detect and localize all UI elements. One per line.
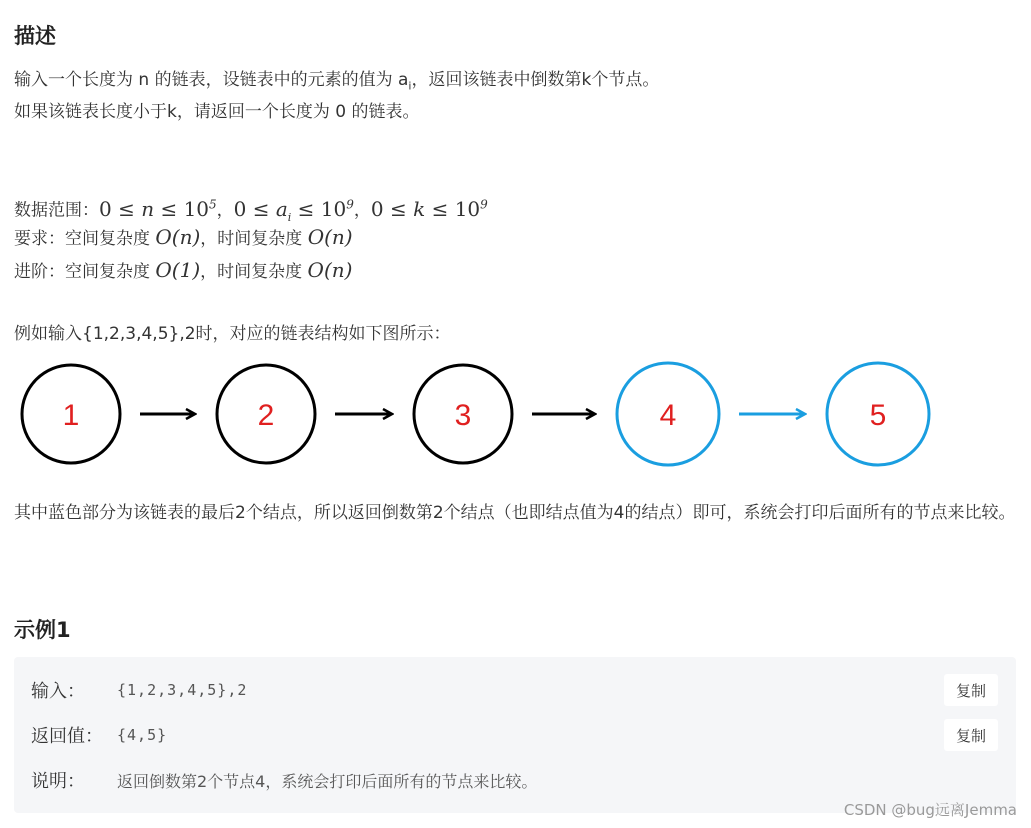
range-n-math: $0 \le n \le 10^5$: [99, 196, 217, 221]
requirement-label: 要求：空间复杂度: [14, 229, 150, 249]
data-range-label: 数据范围：: [14, 200, 99, 221]
advanced-label: 进阶：空间复杂度: [14, 262, 150, 282]
copy-input-button[interactable]: 复制: [944, 674, 998, 706]
element-subscript: i: [408, 79, 412, 93]
input-row: [31, 674, 247, 706]
list-node-label-1: 1: [62, 399, 80, 432]
advanced-space-complexity: O(1): [155, 258, 201, 282]
description-text-a: 输入一个长度为 n 的链表，设链表中的元素的值为 a: [14, 70, 409, 90]
output-row: [31, 719, 167, 751]
copy-output-button[interactable]: 复制: [944, 719, 998, 751]
output-value: {4,5}: [117, 726, 168, 744]
description-line-2: 如果该链表长度小于k，请返回一个长度为 0 的链表。: [14, 102, 420, 122]
range-a-math: $0 \le a_i \le 10^9$: [233, 196, 354, 224]
linked-list-diagram: [0, 358, 1031, 478]
list-node-label-3: 3: [454, 399, 472, 432]
section-title: 描述: [14, 24, 56, 48]
range-k-math: $0 \le k \le 10^9$: [370, 196, 488, 221]
advanced-mid: ，时间复杂度: [200, 262, 303, 282]
note-label: 说明：: [31, 771, 85, 792]
input-label: 输入：: [31, 681, 85, 702]
list-node-label-5: 5: [869, 399, 887, 432]
list-node-label-4: 4: [659, 399, 677, 432]
description-text-b: ，返回该链表中倒数第k个节点。: [411, 70, 660, 90]
requirement-line: [14, 221, 353, 255]
space-complexity: O(n): [155, 225, 201, 249]
note-value: 返回倒数第2个节点4，系统会打印后面所有的节点来比较。: [117, 771, 538, 791]
example-title: 示例1: [14, 618, 71, 642]
input-value: {1,2,3,4,5},2: [117, 681, 248, 699]
advanced-time-complexity: O(n): [307, 258, 353, 282]
data-range-line: 数据范围：$0 \le n \le 10^5$，$0 \le a_i \le 10^9$，$0 \le k \le 10^9$: [14, 196, 488, 224]
watermark: CSDN @bug远离Jemma: [843, 801, 1017, 819]
note-row: [31, 764, 537, 796]
time-complexity: O(n): [307, 225, 353, 249]
advanced-line: [14, 254, 352, 288]
list-node-label-2: 2: [257, 399, 275, 432]
requirement-mid: ，时间复杂度: [200, 229, 303, 249]
example-box: [14, 657, 1016, 813]
explanation-text: 其中蓝色部分为该链表的最后2个结点，所以返回倒数第2个结点（也即结点值为4的结点）即可，系统会打印后面所有的节点来比较。: [14, 503, 1016, 523]
output-label: 返回值：: [31, 726, 103, 747]
example-intro: 例如输入{1,2,3,4,5},2时，对应的链表结构如下图所示：: [14, 324, 451, 344]
